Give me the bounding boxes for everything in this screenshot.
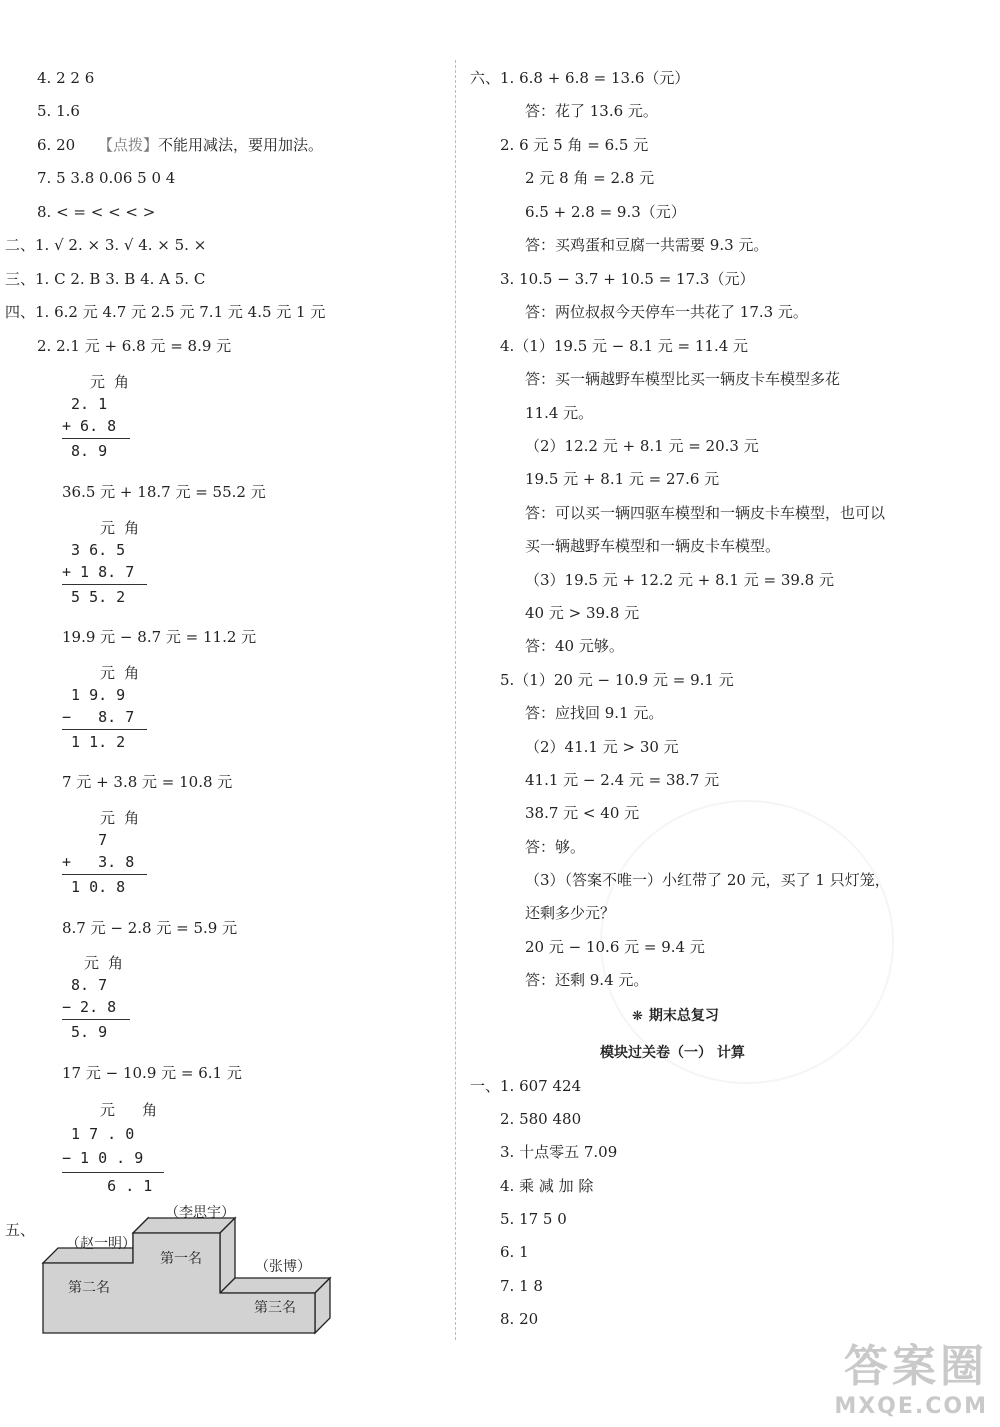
calc-head: 元 角 xyxy=(82,664,140,682)
answer-line xyxy=(37,135,323,155)
podium-first-label: 第一名 xyxy=(160,1251,202,1267)
answer-line: （3）（答案不唯一）小红带了 20 元，买了 1 只灯笼， xyxy=(525,871,890,889)
calc-head: 元 角 xyxy=(82,809,140,827)
section-title: 期末总复习 xyxy=(648,1008,719,1024)
calc-row: − 8. 7 xyxy=(62,708,135,726)
podium-third-label: 第三名 xyxy=(254,1300,296,1316)
answer-line: 5.（1）20 元 − 10.9 元 = 9.1 元 xyxy=(500,671,734,689)
answer-line: 8. < = < < < > xyxy=(37,203,156,221)
calc-line xyxy=(62,729,147,730)
answer-line: 38.7 元 < 40 元 xyxy=(525,804,640,822)
watermark-url: MXQE.COM xyxy=(834,1394,988,1419)
answer-line: 6. 1 xyxy=(500,1243,529,1261)
calc-row: 3 6. 5 xyxy=(62,541,126,559)
calc-result: 5 5. 2 xyxy=(62,588,126,606)
section-label: 五、 xyxy=(5,1221,36,1239)
answer-line: 3. 十点零五 7.09 xyxy=(500,1143,618,1161)
answer-line: 2. 580 480 xyxy=(500,1110,582,1128)
calc-row: 2. 1 xyxy=(62,395,108,413)
answer-line: 答：买一辆越野车模型比买一辆皮卡车模型多花 xyxy=(525,370,841,388)
answer-line: 4. 乘 减 加 除 xyxy=(500,1177,594,1195)
answer-line: 四、1. 6.2 元 4.7 元 2.5 元 7.1 元 4.5 元 1 元 xyxy=(5,303,326,321)
calc-row: − 2. 8 xyxy=(62,998,117,1016)
answer-line: 8. 20 xyxy=(500,1310,539,1328)
calc-result: 1 1. 2 xyxy=(62,733,126,751)
answer-line: 7. 5 3.8 0.06 5 0 4 xyxy=(37,169,176,187)
answer-line: 11.4 元。 xyxy=(525,404,594,422)
podium-second-label: 第二名 xyxy=(68,1280,110,1296)
answer-line: 一、1. 607 424 xyxy=(470,1077,582,1095)
calc-head: 元 角 xyxy=(82,519,140,537)
answer-line: 7 元 + 3.8 元 = 10.8 元 xyxy=(62,773,233,791)
answer-line: 答：两位叔叔今天停车一共花了 17.3 元。 xyxy=(525,303,808,321)
answer-line: 7. 1 8 xyxy=(500,1277,543,1295)
answer-line: （2）12.2 元 + 8.1 元 = 20.3 元 xyxy=(525,437,759,455)
podium-diagram xyxy=(40,1130,350,1335)
calc-row: 8. 7 xyxy=(62,976,108,994)
answer-line: 20 元 − 10.6 元 = 9.4 元 xyxy=(525,938,705,956)
answer-line: （3）19.5 元 + 12.2 元 + 8.1 元 = 39.8 元 xyxy=(525,571,834,589)
answer-line: 答：还剩 9.4 元。 xyxy=(525,971,649,989)
calc-head: 元 角 xyxy=(82,1101,158,1119)
answer-line: 还剩多少元？ xyxy=(525,904,616,922)
answer-line: 答：够。 xyxy=(525,838,586,856)
answer-line: 2. 6 元 5 角 = 6.5 元 xyxy=(500,136,649,154)
answer-line: 答：应找回 9.1 元。 xyxy=(525,704,664,722)
calc-row: − 1 0 . 9 xyxy=(62,1149,144,1167)
section-subtitle: 模块过关卷（一） 计算 xyxy=(600,1045,745,1061)
calc-row: + 1 8. 7 xyxy=(62,563,135,581)
answer-line: 36.5 元 + 18.7 元 = 55.2 元 xyxy=(62,483,266,501)
answer-line: 买一辆越野车模型和一辆皮卡车模型。 xyxy=(525,537,781,555)
answer-line: 41.1 元 − 2.4 元 = 38.7 元 xyxy=(525,771,720,789)
calc-row: 7 xyxy=(62,831,108,849)
column-divider xyxy=(455,60,456,1340)
answer-line: 4. 2 2 6 xyxy=(37,69,95,87)
watermark-title: 答案圈 xyxy=(844,1341,988,1392)
answer-line: 2. 2.1 元 + 6.8 元 = 8.9 元 xyxy=(37,337,232,355)
calc-line xyxy=(62,1019,130,1020)
answer-line: 三、1. C 2. B 3. B 4. A 5. C xyxy=(5,270,206,288)
answer-line: 答：花了 13.6 元。 xyxy=(525,102,658,120)
podium-first-name: （李思宇） xyxy=(165,1205,235,1221)
calc-row: 1 9. 9 xyxy=(62,686,126,704)
podium-third-name: （张博） xyxy=(255,1259,311,1275)
answer-line: 答：买鸡蛋和豆腐一共需要 9.3 元。 xyxy=(525,236,769,254)
answer-line: 3. 10.5 − 3.7 + 10.5 = 17.3（元） xyxy=(500,270,755,288)
podium-drawing xyxy=(40,1130,350,1335)
section-heading xyxy=(632,1005,719,1025)
answer-line: 答：40 元够。 xyxy=(525,637,624,655)
calc-head: 元 角 xyxy=(84,954,124,972)
calc-row: 1 7 . 0 xyxy=(62,1125,135,1143)
answer-line: 40 元 > 39.8 元 xyxy=(525,604,640,622)
answer-text: 6. 20 xyxy=(37,136,76,154)
answer-line: 六、1. 6.8 + 6.8 = 13.6（元） xyxy=(470,69,690,87)
calc-line xyxy=(62,584,147,585)
calc-result: 6 . 1 xyxy=(62,1177,153,1195)
answer-line: 19.9 元 − 8.7 元 = 11.2 元 xyxy=(62,628,257,646)
hint-text: 不能用减法，要用加法。 xyxy=(157,136,323,154)
answer-line: 5. 17 5 0 xyxy=(500,1210,567,1228)
answer-line: （2）41.1 元 > 30 元 xyxy=(525,738,679,756)
calc-head: 元 角 xyxy=(90,373,130,391)
calc-result: 8. 9 xyxy=(62,442,108,460)
answer-line: 8.7 元 − 2.8 元 = 5.9 元 xyxy=(62,919,238,937)
answer-line: 答：可以买一辆四驱车模型和一辆皮卡车模型，也可以 xyxy=(525,504,886,522)
answer-line: 二、1. √ 2. × 3. √ 4. × 5. × xyxy=(5,236,207,254)
paw-icon: ❋ xyxy=(632,1009,643,1024)
calc-row: + 3. 8 xyxy=(62,853,135,871)
answer-line: 17 元 − 10.9 元 = 6.1 元 xyxy=(62,1064,242,1082)
podium-third-cap xyxy=(220,1278,330,1293)
answer-line: 19.5 元 + 8.1 元 = 27.6 元 xyxy=(525,470,720,488)
calc-line xyxy=(62,438,130,439)
answer-line: 2 元 8 角 = 2.8 元 xyxy=(525,169,655,187)
calc-row: + 6. 8 xyxy=(62,417,117,435)
watermark xyxy=(834,1330,988,1419)
podium-second-name: （赵一明） xyxy=(66,1236,136,1252)
answer-line: 6.5 + 2.8 = 9.3（元） xyxy=(525,203,686,221)
hint-tag: 【点拨】 xyxy=(97,136,158,154)
calc-result: 1 0. 8 xyxy=(62,878,126,896)
calc-result: 5. 9 xyxy=(62,1023,108,1041)
answer-line: 5. 1.6 xyxy=(37,102,80,120)
answer-line: 4.（1）19.5 元 − 8.1 元 = 11.4 元 xyxy=(500,337,749,355)
calc-line xyxy=(62,874,147,875)
